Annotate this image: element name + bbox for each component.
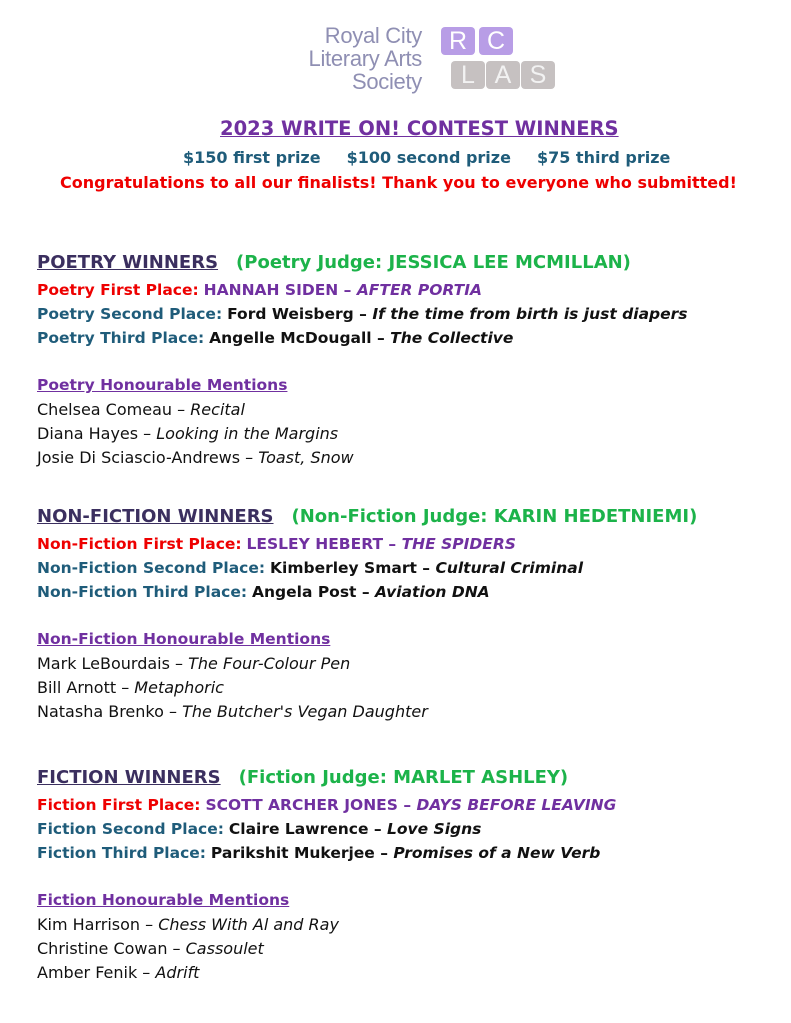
honourable-mention [37, 676, 777, 700]
section-heading [37, 248, 777, 278]
section-heading [37, 502, 777, 532]
separator: – [353, 305, 373, 323]
logo-line: Society [351, 69, 422, 94]
separator: – [240, 448, 259, 467]
place-label: Fiction Third Place: [37, 844, 206, 862]
separator: – [172, 400, 191, 419]
separator: – [383, 535, 402, 553]
separator: – [416, 559, 436, 577]
place-label: Poetry First Place: [37, 281, 199, 299]
winner-name: Angelle McDougall [209, 329, 372, 347]
mention-work: Toast, Snow [258, 448, 354, 467]
section-judge: (Poetry Judge: JESSICA LEE MCMILLAN) [236, 252, 631, 273]
place-label: Non-Fiction Second Place: [37, 559, 266, 577]
mention-name: Chelsea Comeau [37, 400, 173, 419]
place-label: Poetry Second Place: [37, 305, 223, 323]
winner-work: Love Signs [387, 820, 482, 838]
winner-name: Claire Lawrence [228, 820, 369, 838]
winner-name: SCOTT ARCHER JONES [205, 796, 398, 814]
congratulations-message: Congratulations to all our finalists! Thank you to everyone who submitted! [60, 173, 737, 192]
separator: – [397, 796, 417, 814]
place-label: Non-Fiction First Place: [37, 535, 242, 553]
mention-name: Kim Harrison [37, 915, 141, 934]
logo-tile: C [479, 27, 513, 55]
winner-name: Ford Weisberg [227, 305, 354, 323]
mention-name: Amber Fenik [37, 963, 138, 982]
first-place [37, 793, 777, 817]
honourable-mention [37, 961, 777, 985]
logo-tile: S [521, 61, 555, 89]
winner-work: DAYS BEFORE LEAVING [416, 796, 617, 814]
separator: – [356, 583, 376, 601]
mention-work: The Four-Colour Pen [188, 654, 351, 673]
society-logo [290, 24, 560, 100]
separator: – [167, 939, 186, 958]
separator: – [116, 678, 135, 697]
logo-line: Royal City [324, 23, 422, 48]
mention-work: Metaphoric [134, 678, 224, 697]
section-title: FICTION WINNERS [37, 767, 221, 788]
winner-work: Promises of a New Verb [393, 844, 601, 862]
winner-name: HANNAH SIDEN [203, 281, 339, 299]
mention-name: Josie Di Sciascio-Andrews [37, 448, 241, 467]
winner-work: THE SPIDERS [401, 535, 516, 553]
separator: – [338, 281, 357, 299]
section-title: POETRY WINNERS [37, 252, 219, 273]
section-judge: (Fiction Judge: MARLET ASHLEY) [238, 767, 569, 788]
separator: – [138, 424, 157, 443]
logo-wordmark [290, 24, 422, 93]
first-place [37, 532, 777, 556]
place-label: Fiction First Place: [37, 796, 201, 814]
mention-work: Adrift [155, 963, 200, 982]
separator: – [169, 654, 189, 673]
place-label: Fiction Second Place: [37, 820, 224, 838]
prize-second: $100 second prize [346, 148, 511, 167]
mention-work: Recital [190, 400, 245, 419]
fiction-section [37, 763, 777, 985]
mention-work: Looking in the Margins [156, 424, 339, 443]
second-place [37, 302, 777, 326]
separator: – [137, 963, 156, 982]
separator: – [140, 915, 159, 934]
logo-tile: R [441, 27, 475, 55]
honourable-mentions-title: Fiction Honourable Mentions [37, 891, 290, 909]
prize-third: $75 third prize [536, 148, 671, 167]
honourable-mention [37, 398, 777, 422]
winner-work: If the time from birth is just diapers [372, 305, 688, 323]
logo-tile: A [486, 61, 520, 89]
mention-name: Mark LeBourdais [37, 654, 170, 673]
mention-work: Cassoulet [185, 939, 264, 958]
winner-work: Cultural Criminal [435, 559, 584, 577]
honourable-mention [37, 446, 777, 470]
third-place [37, 580, 777, 604]
second-place [37, 556, 777, 580]
non-fiction-section [37, 502, 777, 724]
winner-name: Kimberley Smart [270, 559, 417, 577]
mention-work: Chess With Al and Ray [158, 915, 339, 934]
honourable-mention [37, 422, 777, 446]
honourable-mention [37, 913, 777, 937]
winner-name: Parikshit Mukerjee [210, 844, 375, 862]
honourable-mentions-title: Non-Fiction Honourable Mentions [37, 630, 331, 648]
third-place [37, 326, 777, 350]
separator: – [368, 820, 388, 838]
section-judge: (Non-Fiction Judge: KARIN HEDETNIEMI) [291, 506, 698, 527]
winner-work: Aviation DNA [375, 583, 490, 601]
mention-name: Christine Cowan [37, 939, 168, 958]
honourable-mentions-title: Poetry Honourable Mentions [37, 376, 288, 394]
page-title: 2023 WRITE ON! CONTEST WINNERS [220, 117, 619, 140]
section-heading [37, 763, 777, 793]
winner-name: Angela Post [252, 583, 357, 601]
prize-first: $150 first prize [183, 148, 321, 167]
winner-work: The Collective [390, 329, 514, 347]
section-title: NON-FICTION WINNERS [37, 506, 274, 527]
prize-list [183, 148, 670, 167]
mention-name: Diana Hayes [37, 424, 139, 443]
mention-name: Natasha Brenko [37, 702, 164, 721]
place-label: Non-Fiction Third Place: [37, 583, 248, 601]
winner-work: AFTER PORTIA [356, 281, 483, 299]
place-label: Poetry Third Place: [37, 329, 205, 347]
separator: – [163, 702, 183, 721]
first-place [37, 278, 777, 302]
separator: – [374, 844, 394, 862]
winner-name: LESLEY HEBERT [246, 535, 384, 553]
logo-line: Literary Arts [308, 46, 422, 71]
second-place [37, 817, 777, 841]
poetry-section [37, 248, 777, 470]
third-place [37, 841, 777, 865]
honourable-mention [37, 652, 777, 676]
separator: – [371, 329, 391, 347]
mention-name: Bill Arnott [37, 678, 117, 697]
honourable-mention [37, 700, 777, 724]
mention-work: The Butcher's Vegan Daughter [182, 702, 428, 721]
logo-tile: L [451, 61, 485, 89]
honourable-mention [37, 937, 777, 961]
